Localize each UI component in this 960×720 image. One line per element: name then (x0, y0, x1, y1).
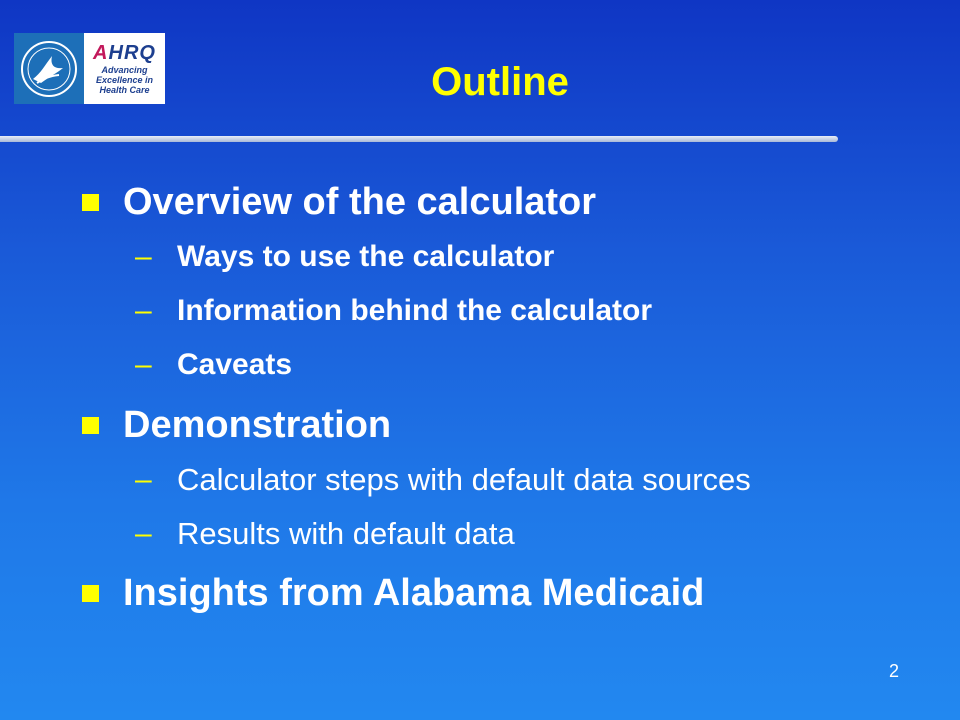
ahrq-wordmark-initial: A (93, 41, 109, 64)
outline-subitem-label: Information behind the calculator (177, 294, 653, 327)
outline-item-overview (82, 181, 596, 224)
dash-bullet-icon: – (135, 240, 152, 273)
outline-item-label: Insights from Alabama Medicaid (123, 572, 705, 614)
slide-title: Outline (431, 60, 569, 104)
square-bullet-icon (82, 585, 99, 602)
outline-subitem (135, 294, 652, 328)
outline-subitem-label: Ways to use the calculator (177, 240, 555, 273)
page-number: 2 (889, 661, 900, 681)
dash-bullet-icon: – (135, 348, 152, 381)
tagline-line-1: Advancing (101, 64, 148, 75)
square-bullet-icon (82, 417, 99, 434)
outline-subitem (135, 240, 554, 274)
outline-subitem-label: Results with default data (177, 516, 515, 551)
tagline-line-2: Excellence in (95, 74, 154, 85)
outline-item-label: Overview of the calculator (123, 181, 597, 223)
dash-bullet-icon: – (135, 463, 152, 496)
outline-item-insights (82, 572, 704, 615)
square-bullet-icon (82, 194, 99, 211)
dash-bullet-icon: – (135, 517, 152, 550)
outline-item-demonstration (82, 404, 391, 447)
tagline-line-3: Health Care (99, 84, 150, 95)
outline-subitem (135, 348, 292, 382)
outline-item-label: Demonstration (123, 404, 392, 446)
outline-subitem (135, 462, 751, 498)
ahrq-wordmark-rest: HRQ (108, 41, 156, 64)
dash-bullet-icon: – (135, 294, 152, 327)
outline-subitem-label: Caveats (177, 348, 293, 381)
outline-subitem-label: Calculator steps with default data sources (177, 462, 751, 497)
outline-subitem (135, 516, 515, 552)
